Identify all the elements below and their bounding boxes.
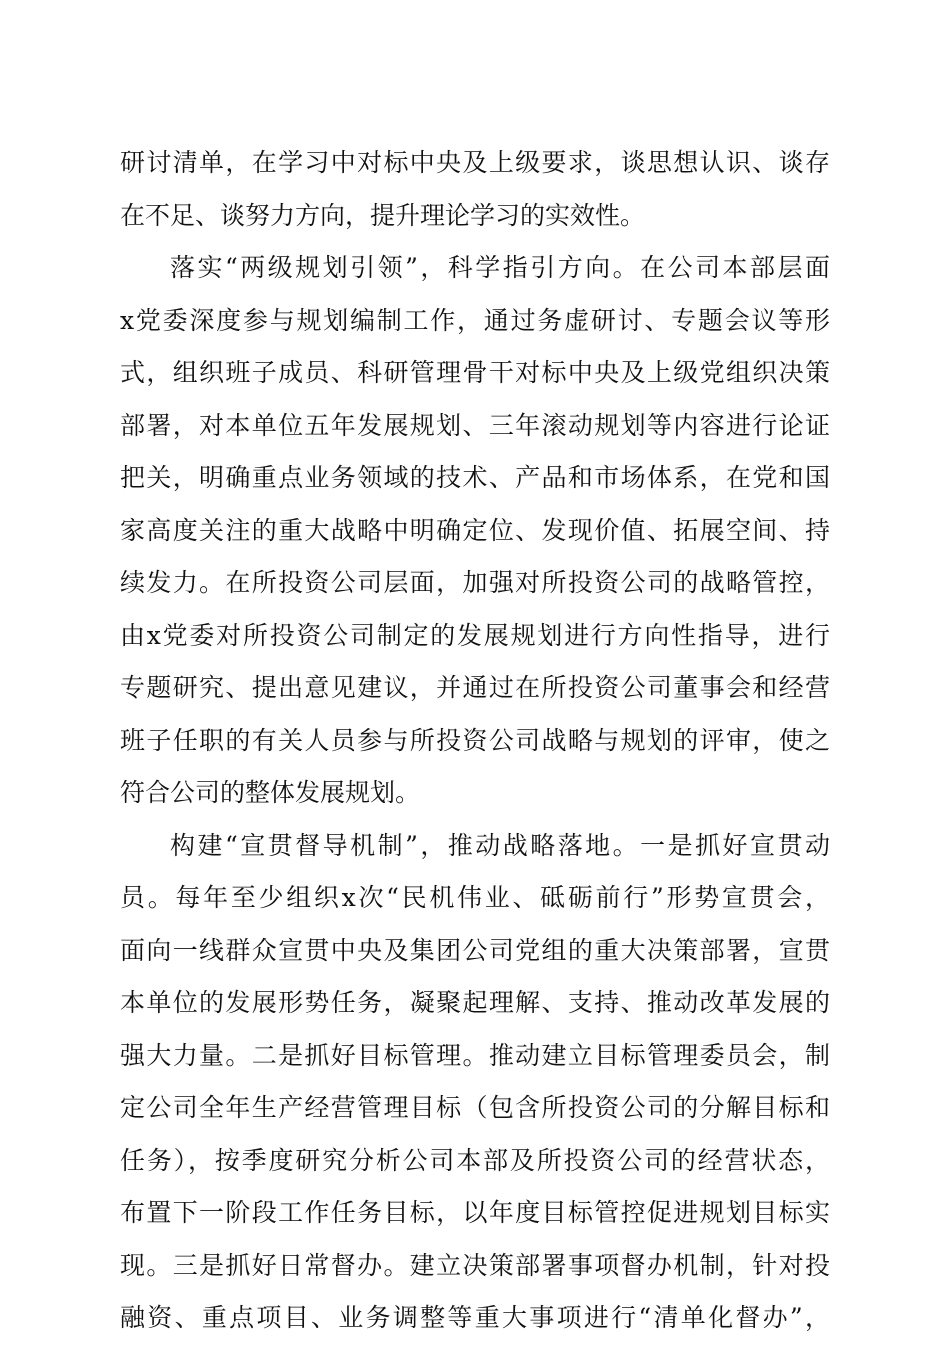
text-line: 续发力。在所投资公司层面，加强对所投资公司的战略管控， — [120, 568, 830, 597]
text-line: 家高度关注的重大战略中明确定位、发现价值、拓展空间、持 — [120, 515, 830, 545]
text-line: 落实“两级规划引领”，科学指引方向。在公司本部层面 — [170, 253, 830, 282]
text-line: 本单位的发展形势任务，凝聚起理解、支持、推动改革发展的 — [120, 988, 830, 1017]
text-line: 部署，对本单位五年发展规划、三年滚动规划等内容进行论证 — [120, 410, 830, 440]
text-line: 专题研究、提出意见建议，并通过在所投资公司董事会和经营 — [120, 673, 830, 702]
text-line: 式，组织班子成员、科研管理骨干对标中央及上级党组织决策 — [120, 358, 830, 387]
text-line: 强大力量。二是抓好目标管理。推动建立目标管理委员会，制 — [120, 1040, 830, 1070]
text-line: x党委深度参与规划编制工作，通过务虚研讨、专题会议等形 — [120, 305, 830, 335]
text-line: 由x党委对所投资公司制定的发展规划进行方向性指导，进行 — [120, 620, 830, 650]
text-line: 符合公司的整体发展规划。 — [120, 778, 421, 807]
text-line: 融资、重点项目、业务调整等重大事项进行“清单化督办”， — [120, 1303, 830, 1332]
text-line: 研讨清单，在学习中对标中央及上级要求，谈思想认识、谈存 — [120, 148, 830, 177]
text-line: 构建“宣贯督导机制”，推动战略落地。一是抓好宣贯动 — [170, 830, 830, 860]
document-body — [120, 137, 830, 1345]
text-line: 现。三是抓好日常督办。建立决策部署事项督办机制，针对投 — [120, 1250, 830, 1280]
text-line: 在不足、谈努力方向，提升理论学习的实效性。 — [120, 200, 646, 230]
text-line: 员。每年至少组织x次“民机伟业、砥砺前行”形势宣贯会， — [120, 883, 830, 912]
text-line: 定公司全年生产经营管理目标（包含所投资公司的分解目标和 — [120, 1093, 830, 1122]
text-line: 任务），按季度研究分析公司本部及所投资公司的经营状态， — [120, 1145, 830, 1175]
text-line: 把关，明确重点业务领域的技术、产品和市场体系，在党和国 — [120, 463, 830, 492]
text-line: 面向一线群众宣贯中央及集团公司党组的重大决策部署，宣贯 — [120, 935, 830, 965]
text-line: 班子任职的有关人员参与所投资公司战略与规划的评审，使之 — [120, 725, 830, 755]
text-line: 布置下一阶段工作任务目标，以年度目标管控促进规划目标实 — [120, 1198, 830, 1227]
